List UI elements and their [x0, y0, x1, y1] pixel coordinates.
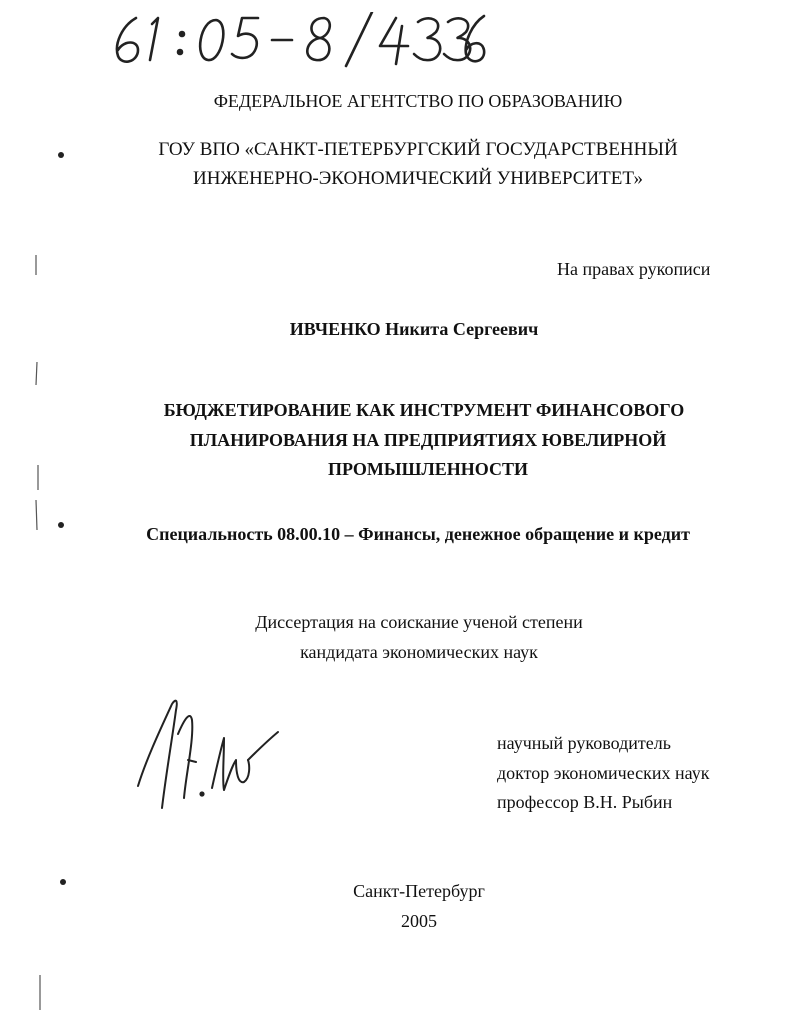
university-name-line1: ГОУ ВПО «САНКТ-ПЕТЕРБУРГСКИЙ ГОСУДАРСТВЕННЫЙ — [158, 139, 678, 160]
manuscript-rights-note: На правах рукописи — [557, 259, 711, 279]
degree-line2: кандидата экономических наук — [300, 642, 538, 662]
scan-margin-marks — [0, 0, 70, 1025]
speciality: Специальность 08.00.10 – Финансы, денежное обращение и кредит — [146, 524, 690, 544]
handwritten-archive-code — [108, 12, 488, 68]
degree-line1: Диссертация на соискание ученой степени — [255, 612, 583, 632]
agency-name: ФЕДЕРАЛЬНОЕ АГЕНТСТВО ПО ОБРАЗОВАНИЮ — [213, 91, 623, 111]
supervisor-role: научный руководитель — [497, 733, 671, 753]
university-name-line2: ИНЖЕНЕРНО-ЭКОНОМИЧЕСКИЙ УНИВЕРСИТЕТ» — [193, 168, 643, 189]
signature — [132, 690, 282, 820]
dissertation-title-line3: ПРОМЫШЛЕННОСТИ — [328, 459, 528, 479]
scan-edge-lines — [0, 0, 70, 1025]
dissertation-title-line2: ПЛАНИРОВАНИЯ НА ПРЕДПРИЯТИЯХ ЮВЕЛИРНОЙ — [189, 430, 667, 450]
supervisor-degree: доктор экономических наук — [497, 763, 710, 783]
city: Санкт-Петербург — [353, 881, 485, 901]
author-name: ИВЧЕНКО Никита Сергеевич — [289, 319, 539, 339]
supervisor-name: профессор В.Н. Рыбин — [497, 792, 673, 812]
dissertation-title-line1: БЮДЖЕТИРОВАНИЕ КАК ИНСТРУМЕНТ ФИНАНСОВОГО — [163, 400, 685, 420]
year: 2005 — [401, 911, 437, 931]
